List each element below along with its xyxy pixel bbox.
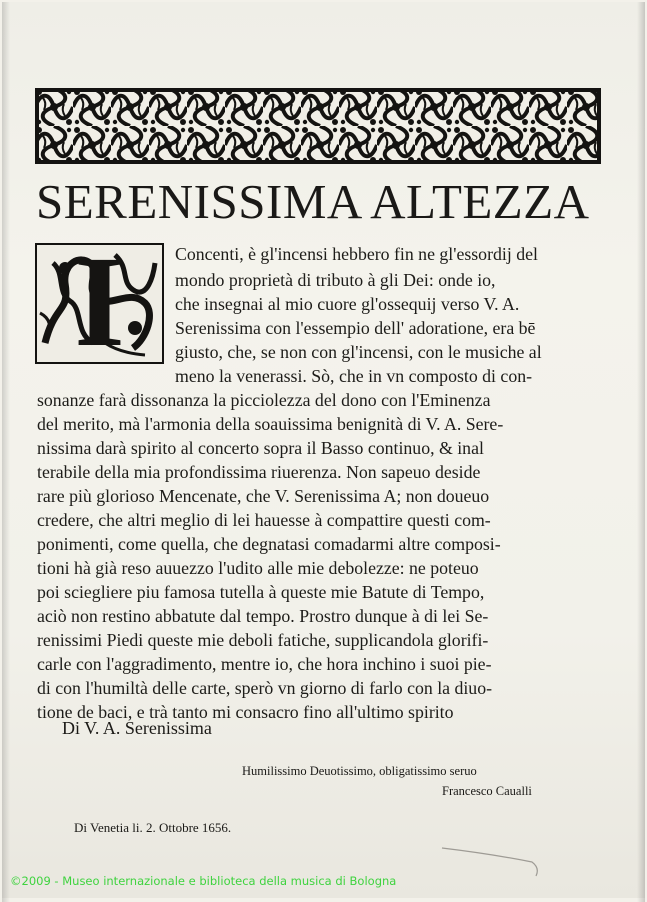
body-line: terabile della mia profondissima riuerenza. Non sapeuo deside — [37, 462, 481, 482]
page-shadow-right — [637, 2, 645, 902]
ornament-band — [35, 88, 601, 164]
document-page — [2, 2, 645, 898]
signature: Francesco Caualli — [442, 784, 532, 798]
dateline: Di Venetia li. 2. Ottobre 1656. — [74, 820, 232, 835]
decorated-initial — [35, 230, 164, 374]
closing-line: Humilissimo Deuotissimo, obligatissimo seruo — [242, 764, 477, 778]
body-line: di con l'humiltà delle carte, sperò vn giorno di farlo con la diuo- — [37, 678, 493, 698]
body-line: ponimenti, come quella, che degnatasi comadarmi altre composi- — [37, 534, 501, 554]
body-line: Concenti, è gl'incensi hebbero fin ne gl'essordij del — [175, 244, 538, 264]
body-line: tioni hà già reso auuezzo l'udito alle mie debolezze: ne poteuo — [37, 558, 479, 578]
body-line: sonanze farà dissonanza la picciolezza del dono con l'Eminenza — [37, 390, 491, 410]
ink-mark-icon — [432, 840, 552, 880]
body-line: Serenissima con l'essempio dell' adoratione, era bē — [175, 318, 536, 338]
body-line: credere, che altri meglio di lei hauesse à compattire questi com- — [37, 510, 491, 530]
salutation: Di V. A. Serenissima — [62, 718, 212, 738]
page-shadow-left — [2, 2, 10, 902]
initial-letter: I — [74, 230, 125, 374]
body-line: meno la venerassi. Sò, che in vn composto di con- — [175, 366, 533, 386]
copyright-watermark: ©2009 - Museo internazionale e biblioteca della musica di Bologna — [10, 874, 397, 888]
body-line: renissimi Piedi queste mie deboli fatiche, supplicandola glorifi- — [37, 630, 489, 650]
body-line: che insegnai al mio cuore gl'ossequij verso V. A. — [175, 294, 520, 314]
body-line: mondo proprietà di tributo à gli Dei: onde io, — [175, 270, 496, 290]
body-line: aciò non restino abbatute dal tempo. Prostro dunque à di lei Se- — [37, 606, 489, 626]
page-title: SERENISSIMA ALTEZZA — [36, 174, 590, 229]
body-line: nissima darà spirito al concerto sopra il Basso continuo, & inal — [37, 438, 484, 458]
body-line: giusto, che, se non con gl'incensi, con le musiche al — [175, 342, 542, 362]
body-line: carle con l'aggradimento, mentre io, che hora inchino i suoi pie- — [37, 654, 492, 674]
body-line: del merito, mà l'armonia della soauissima benignità di V. A. Sere- — [37, 414, 504, 434]
body-line: rare più glorioso Mencenate, che V. Serenissima A; non doueuo — [37, 486, 490, 506]
body-line: tione de baci, e trà tanto mi consacro fino all'ultimo spirito — [37, 702, 454, 722]
body-line: poi sciegliere piu famosa tutella à queste mie Batute di Tempo, — [37, 582, 485, 602]
